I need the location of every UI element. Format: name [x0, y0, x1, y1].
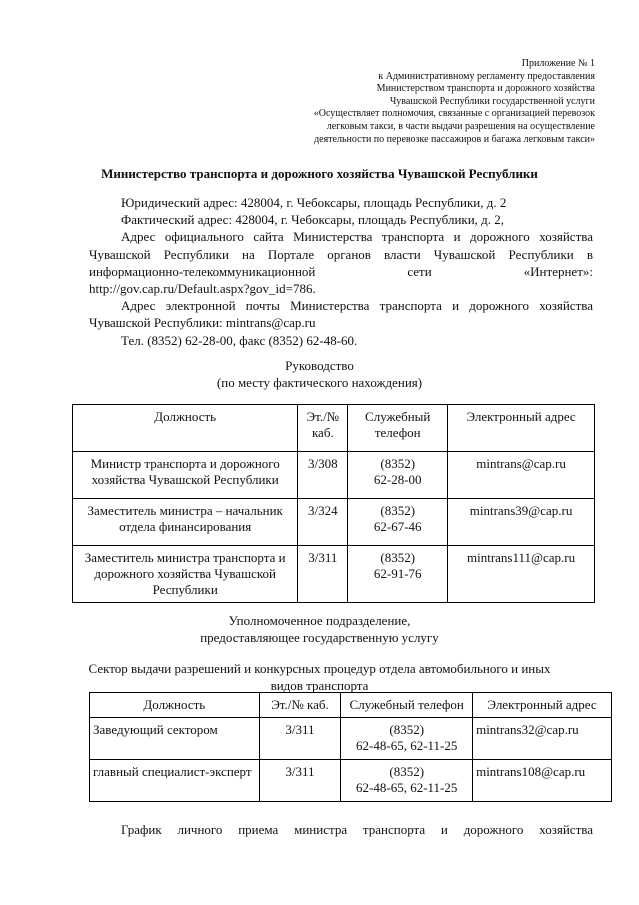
email-cell: mintrans111@cap.ru [448, 546, 595, 603]
phone-code: (8352) [380, 503, 416, 518]
column-header: Должность [73, 405, 298, 452]
website-line: Адрес официального сайта Министерства транспорта и дорожного хозяйства [121, 229, 593, 245]
room-cell: 3/311 [298, 546, 348, 603]
appendix-line: легковым такси, в части выдачи разрешения на осуществление [326, 120, 595, 132]
reception-schedule-text: График личного приема министра транспорта и дорожного хозяйства [121, 822, 593, 837]
room-cell: 3/311 [259, 760, 341, 802]
position-cell: Министр транспорта и дорожного хозяйства Чувашской Республики [73, 452, 298, 499]
email-cell: mintrans108@cap.ru [473, 760, 612, 802]
column-header: Эт./№ каб. [298, 405, 348, 452]
room-cell: 3/311 [259, 718, 341, 760]
table-row [73, 452, 595, 499]
phone-number: 62-28-00 [373, 472, 422, 487]
leadership-heading-line: Руководство [285, 358, 354, 373]
position-cell: Заведующий сектором [90, 718, 260, 760]
phone-cell [341, 718, 473, 760]
actual-address: Фактический адрес: 428004, г. Чебоксары, площадь Республики, д. 2, [121, 212, 505, 228]
division-table [89, 692, 612, 802]
sector-heading [0, 660, 639, 694]
appendix-line: Чувашской Республики государственной услуги [389, 95, 595, 107]
phone-number: 62-48-65, 62-11-25 [356, 738, 458, 753]
appendix-line: Приложение № 1 [521, 58, 595, 69]
division-heading-line: Уполномоченное подразделение, [228, 613, 411, 628]
room-cell: 3/324 [298, 499, 348, 546]
column-header: Эт./№ каб. [259, 693, 341, 718]
phone-cell [348, 452, 448, 499]
legal-address: Юридический адрес: 428004, г. Чебоксары, площадь Республики, д. 2 [121, 195, 507, 210]
division-heading-line: предоставляющее государственную услугу [200, 630, 439, 645]
sector-heading-line: Сектор выдачи разрешений и конкурсных процедур отдела автомобильного и иных [88, 661, 551, 676]
column-header: Электронный адрес [448, 405, 595, 452]
room-cell: 3/308 [298, 452, 348, 499]
column-header: Должность [90, 693, 260, 718]
position-cell: Заместитель министра – начальник отдела финансирования [73, 499, 298, 546]
email-line: Чувашской Республики: mintrans@cap.ru [89, 315, 316, 331]
phone-fax: Тел. (8352) 62-28-00, факс (8352) 62-48-60. [121, 332, 358, 348]
phone-cell [341, 760, 473, 802]
website-url: http://gov.cap.ru/Default.aspx?gov_id=786. [89, 281, 316, 297]
email-cell: mintrans39@cap.ru [448, 499, 595, 546]
leadership-heading-line: (по месту фактического нахождения) [216, 375, 423, 390]
phone-number: 62-48-65, 62-11-25 [356, 780, 458, 795]
phone-cell [348, 546, 448, 603]
sector-heading-line: видов транспорта [270, 678, 369, 693]
email-cell: mintrans@cap.ru [448, 452, 595, 499]
website-line: Чувашской Республики на Портале органов власти Чувашской Республики в [89, 246, 593, 262]
table-row [90, 718, 612, 760]
phone-code: (8352) [389, 764, 425, 779]
email-line: Адрес электронной почты Министерства транспорта и дорожного хозяйства [121, 298, 593, 314]
column-header: Служебный телефон [348, 405, 448, 452]
leadership-heading [0, 357, 639, 391]
division-heading [0, 612, 639, 646]
table-header-row [90, 693, 612, 718]
column-header: Служебный телефон [341, 693, 473, 718]
table-row [90, 760, 612, 802]
leadership-table [72, 404, 595, 603]
ministry-info [89, 194, 593, 349]
phone-code: (8352) [380, 456, 416, 471]
table-row [73, 546, 595, 603]
document-title: Министерство транспорта и дорожного хозяйства Чувашской Республики [101, 166, 538, 181]
phone-code: (8352) [389, 722, 425, 737]
phone-code: (8352) [380, 550, 416, 565]
table-header-row [73, 405, 595, 452]
phone-number: 62-91-76 [373, 566, 422, 581]
position-cell: главный специалист-эксперт [90, 760, 260, 802]
position-cell: Заместитель министра транспорта и дорожного хозяйства Чувашской Республики [73, 546, 298, 603]
appendix-line: деятельности по перевозке пассажиров и багажа легковым такси» [314, 133, 595, 145]
phone-number: 62-67-46 [373, 519, 422, 534]
appendix-line: Министерством транспорта и дорожного хозяйства [376, 83, 595, 95]
email-cell: mintrans32@cap.ru [473, 718, 612, 760]
column-header: Электронный адрес [473, 693, 612, 718]
appendix-line: к Административному регламенту предоставления [378, 70, 595, 82]
table-row [73, 499, 595, 546]
website-line: информационно-телекоммуникационной сети «Интернет»: [89, 263, 593, 279]
appendix-header [235, 58, 595, 146]
appendix-line: «Осуществляет полномочия, связанные с организацией перевозок [313, 108, 595, 120]
phone-cell [348, 499, 448, 546]
